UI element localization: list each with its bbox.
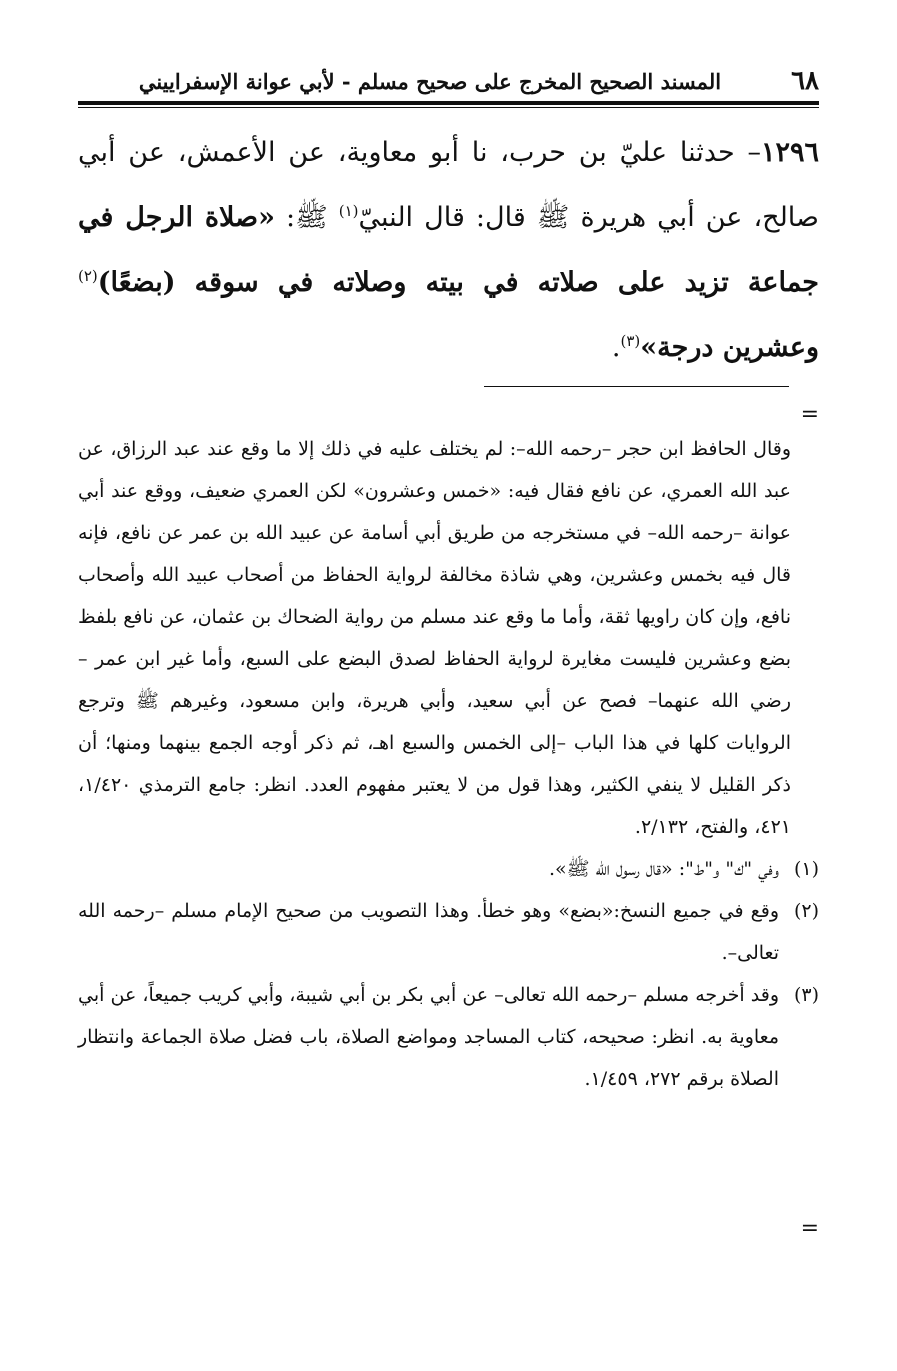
header-rule-thin bbox=[78, 107, 819, 108]
page-number: ٦٨ bbox=[791, 66, 819, 96]
book-title: المسند الصحيح المخرج على صحيح مسلم - لأبي عوانة الإسفراييني bbox=[138, 68, 722, 94]
footnote-text-1: وفي "ك" و"ط": «قال رسول الله ﷺ». bbox=[548, 858, 779, 880]
footnote-text-2: وقع في جميع النسخ:«بضع» وهو خطأ. وهذا التصويب من صحيح الإمام مسلم –رحمه الله تعالى–. bbox=[78, 900, 779, 964]
hadith-isnad: – حدثنا عليّ بن حرب، نا أبو معاوية، عن الأعمش، عن أبي صالح، عن أبي هريرة ﷺ قال: قال النبيّ bbox=[78, 137, 819, 233]
footnote-text-3: وقد أخرجه مسلم –رحمه الله تعالى– عن أبي بكر بن أبي شيبة، وأبي كريب جميعاً، عن أبي معاوية به. انظر: صحيحه، كتاب المساجد ومواضع الصلاة، باب فضل صلاة الجماعة وانتظار الصلاة برقم ٢٧٢، ١/٤٥٩. bbox=[78, 984, 779, 1090]
footnote-ref-2: (٢) bbox=[78, 267, 98, 285]
footnote-mark-3: (٣) bbox=[793, 984, 819, 1006]
footnote-mark-1: (١) bbox=[793, 858, 819, 880]
footnote-separator bbox=[484, 386, 789, 387]
footnote-ref-3: (٣) bbox=[620, 332, 641, 350]
footnote-1 bbox=[78, 848, 819, 890]
continuation-mark-top: = bbox=[800, 402, 819, 427]
continued-footnote: وقال الحافظ ابن حجر –رحمه الله–: لم يختلف عليه في ذلك إلا ما وقع عند عبد الرزاق، عن عبد الله العمري، عن نافع فقال فيه: «خمس وعشرون» لكن العمري ضعيف، ووقع عند أبي عوانة –رحمه الله– في مستخرجه من طريق أبي أسامة عن عبيد الله بن عمر عن نافع، فإنه قال فيه بخمس وعشرين، وهي شاذة مخالفة لرواية الحفاظ من أصحاب عبيد الله وأصحاب نافع، وإن كان راويها ثقة، وأما ما وقع عند مسلم من رواية الضحاك بن عثمان، عن نافع بلفظ بضع وعشرين فليست مغايرة لرواية الحفاظ لصدق البضع على السبع، وأما غير ابن عمر –رضي الله عنهما– فصح عن أبي سعيد، وأبي هريرة، وابن مسعود، وغيرهم ﷺ وترجع الروايات كلها في هذا الباب –إلى الخمس والسبع اهـ، ثم ذكر أوجه الجمع بينهما ومنها؛ أن ذكر القليل لا ينفي الكثير، وهذا قول من لا يعتبر مفهوم العدد. انظر: جامع الترمذي ١/٤٢٠، ٤٢١، والفتح، ٢/١٣٢. bbox=[78, 438, 792, 838]
footnote-mark-2: (٢) bbox=[793, 900, 819, 922]
header-rule bbox=[78, 101, 819, 105]
hadith-end: . bbox=[611, 332, 621, 363]
footnote-3 bbox=[78, 974, 819, 1100]
hadith-number: ١٢٩٦ bbox=[760, 137, 819, 168]
footnotes bbox=[78, 428, 819, 1100]
footnote-ref-1: (١) bbox=[338, 202, 359, 220]
hadith-sallallahu: ﷺ: bbox=[274, 202, 339, 233]
hadith-text bbox=[78, 124, 819, 377]
continuation-mark-bottom: = bbox=[800, 1216, 819, 1241]
hadith-matn-part1: «صلاة الرجل في جماعة تزيد على صلاته في بيته وصلاته في سوقه (بضعًا) bbox=[78, 202, 819, 298]
footnote-2 bbox=[78, 890, 819, 974]
running-header bbox=[78, 62, 819, 100]
hadith-matn-part2: وعشرين درجة» bbox=[640, 332, 819, 363]
